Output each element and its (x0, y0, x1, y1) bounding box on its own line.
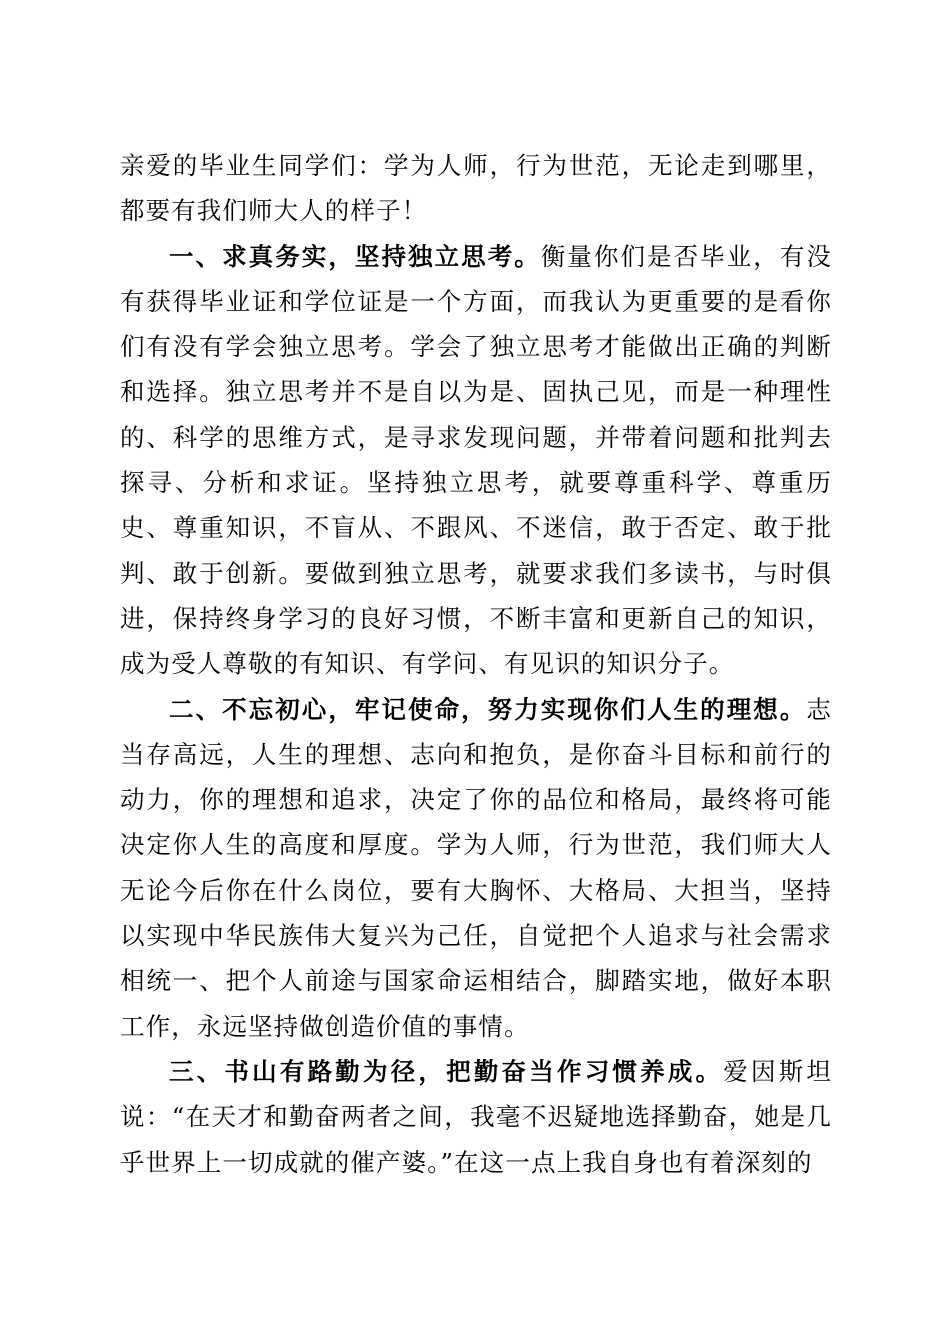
section-three-heading: 三、书山有路勤为径，把勤奋当作习惯养成。 (169, 1056, 724, 1086)
paragraph-text: 亲爱的毕业生同学们：学为人师，行为世范，无论走到哪里，都要有我们师大人的样子！ (120, 151, 832, 226)
section-two-paragraph (120, 687, 832, 1049)
section-one-paragraph (120, 234, 832, 687)
section-three-text: 爱因斯坦说：“在天才和勤奋两者之间，我毫不迟疑地选择勤奋，她是几乎世界上一切成就的催产婆。”在这一点上我自身也有着深刻的 (120, 1056, 833, 1177)
section-one-heading: 一、求真务实，坚持独立思考。 (169, 241, 541, 271)
section-three-paragraph (120, 1049, 832, 1185)
document-body (120, 143, 832, 1185)
closing-paragraph (120, 143, 832, 234)
section-two-heading: 二、不忘初心，牢记使命，努力实现你们人生的理想。 (169, 694, 807, 724)
section-one-text: 衡量你们是否毕业，有没有获得毕业证和学位证是一个方面，而我认为更重要的是看你们有没有学会独立思考。学会了独立思考才能做出正确的判断和选择。独立思考并不是自以为是、固执己见，而是一种理性的、科学的思维方式，是寻求发现问题，并带着问题和批判去探寻、分析和求证。坚持独立思考，就要尊重科学、尊重历史、尊重知识，不盲从、不跟风、不迷信，敢于否定、敢于批判、敢于创新。要做到独立思考，就要求我们多读书，与时俱进，保持终身学习的良好习惯，不断丰富和更新自己的知识，成为受人尊敬的有知识、有学问、有见识的知识分子。 (120, 241, 832, 679)
section-two-text: 志当存高远，人生的理想、志向和抱负，是你奋斗目标和前行的动力，你的理想和追求，决定了你的品位和格局，最终将可能决定你人生的高度和厚度。学为人师，行为世范，我们师大人无论今后你在什么岗位，要有大胸怀、大格局、大担当，坚持以实现中华民族伟大复兴为己任，自觉把个人追求与社会需求相统一、把个人前途与国家命运相结合，脚踏实地，做好本职工作，永远坚持做创造价值的事情。 (120, 694, 832, 1041)
